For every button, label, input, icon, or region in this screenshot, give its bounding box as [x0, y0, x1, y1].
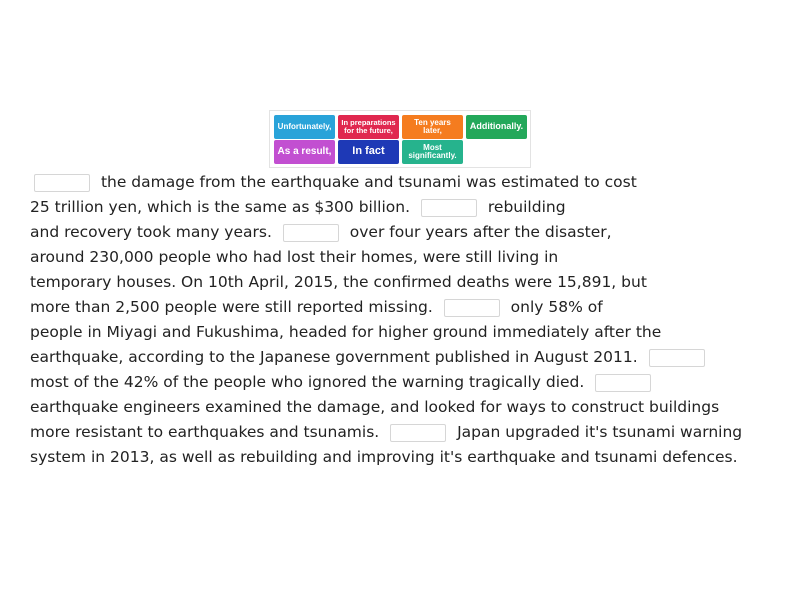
tile-in-fact[interactable]: In fact: [338, 140, 399, 164]
passage-text: Japan upgraded it's tsunami warning: [457, 423, 743, 441]
answer-blank-4[interactable]: [444, 299, 500, 317]
passage-text: earthquake, according to the Japanese government published in August 2011.: [30, 348, 638, 366]
answer-blank-1[interactable]: [34, 174, 90, 192]
tile-additionally[interactable]: Additionally.: [466, 115, 527, 139]
passage-text: and recovery took many years.: [30, 223, 272, 241]
answer-blank-5[interactable]: [649, 349, 705, 367]
tile-ten-years-later[interactable]: Ten years later,: [402, 115, 463, 139]
answer-blank-3[interactable]: [283, 224, 339, 242]
tile-most-significantly[interactable]: Most significantly.: [402, 140, 463, 164]
answer-blank-2[interactable]: [421, 199, 477, 217]
passage-text: only 58% of: [510, 298, 603, 316]
passage-text: people in Miyagi and Fukushima, headed for higher ground immediately after the: [30, 323, 662, 341]
passage-text: more than 2,500 people were still reported missing.: [30, 298, 433, 316]
passage-text: around 230,000 people who had lost their homes, were still living in: [30, 248, 559, 266]
passage-text: temporary houses. On 10th April, 2015, the confirmed deaths were 15,891, but: [30, 273, 647, 291]
passage-text: over four years after the disaster,: [349, 223, 612, 241]
tile-as-a-result[interactable]: As a result,: [274, 140, 335, 164]
tile-in-preparations[interactable]: In preparations for the future,: [338, 115, 399, 139]
passage-text: 25 trillion yen, which is the same as $300 billion.: [30, 198, 411, 216]
passage-text: earthquake engineers examined the damage, and looked for ways to construct buildings: [30, 398, 720, 416]
answer-blank-6[interactable]: [595, 374, 651, 392]
tile-unfortunately[interactable]: Unfortunately,: [274, 115, 335, 139]
passage-text: the damage from the earthquake and tsunami was estimated to cost: [100, 173, 637, 191]
answer-blank-7[interactable]: [390, 424, 446, 442]
passage-text: system in 2013, as well as rebuilding and improving it's earthquake and tsunami defences.: [30, 448, 738, 466]
passage-text: more resistant to earthquakes and tsunamis.: [30, 423, 380, 441]
passage-text: most of the 42% of the people who ignored the warning tragically died.: [30, 373, 585, 391]
passage-text: rebuilding: [487, 198, 566, 216]
word-bank: [269, 110, 531, 168]
